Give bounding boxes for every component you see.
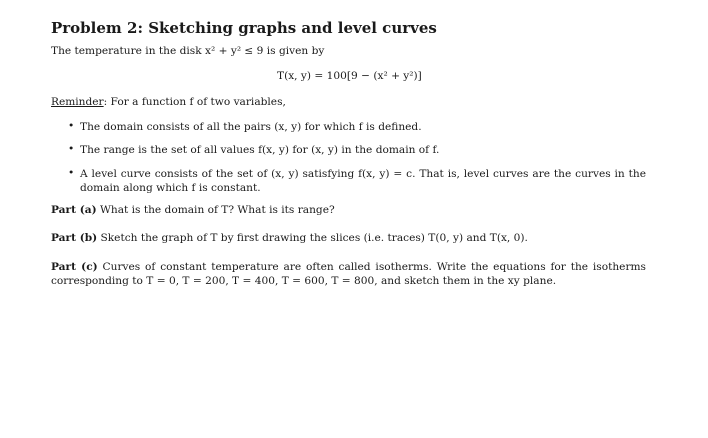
bullet-level-curve: A level curve consists of the set of (x, y) satisfying f(x, y) = c. That is, level curves are the curves in the domain along which f is constant. <box>80 168 646 194</box>
bullet-dot: • <box>68 120 75 132</box>
problem-title: Problem 2: Sketching graphs and level curves <box>51 19 437 37</box>
bullet-domain: The domain consists of all the pairs (x, y) for which f is defined. <box>80 121 422 133</box>
part-b-text: Sketch the graph of T by first drawing the slices (i.e. traces) T(0, y) and T(x, 0). <box>97 232 528 244</box>
part-a-label: Part (a) <box>51 204 97 216</box>
part-a-text: What is the domain of T? What is its range? <box>96 204 335 216</box>
part-c-text: Curves of constant temperature are often called isotherms. Write the equations for the isotherms corresponding to T = 0, T = 200, T = 400, T = 600, T = 800, and sketch them in the xy plane. <box>51 261 646 287</box>
part-b-label: Part (b) <box>51 232 98 244</box>
part-c-label: Part (c) <box>51 261 98 273</box>
part-c <box>51 260 646 288</box>
bullet-range: The range is the set of all values f(x, y) for (x, y) in the domain of f. <box>80 144 440 156</box>
intro-text: The temperature in the disk x² + y² ≤ 9 is given by <box>51 45 325 57</box>
reminder-text: : For a function f of two variables, <box>103 96 286 108</box>
temperature-equation: T(x, y) = 100[9 − (x² + y²)] <box>277 70 422 82</box>
part-a <box>51 204 335 216</box>
reminder-line <box>51 96 286 108</box>
bullet-dot: • <box>68 167 75 179</box>
bullet-dot: • <box>68 143 75 155</box>
part-b <box>51 232 528 244</box>
reminder-label: Reminder <box>51 96 104 108</box>
